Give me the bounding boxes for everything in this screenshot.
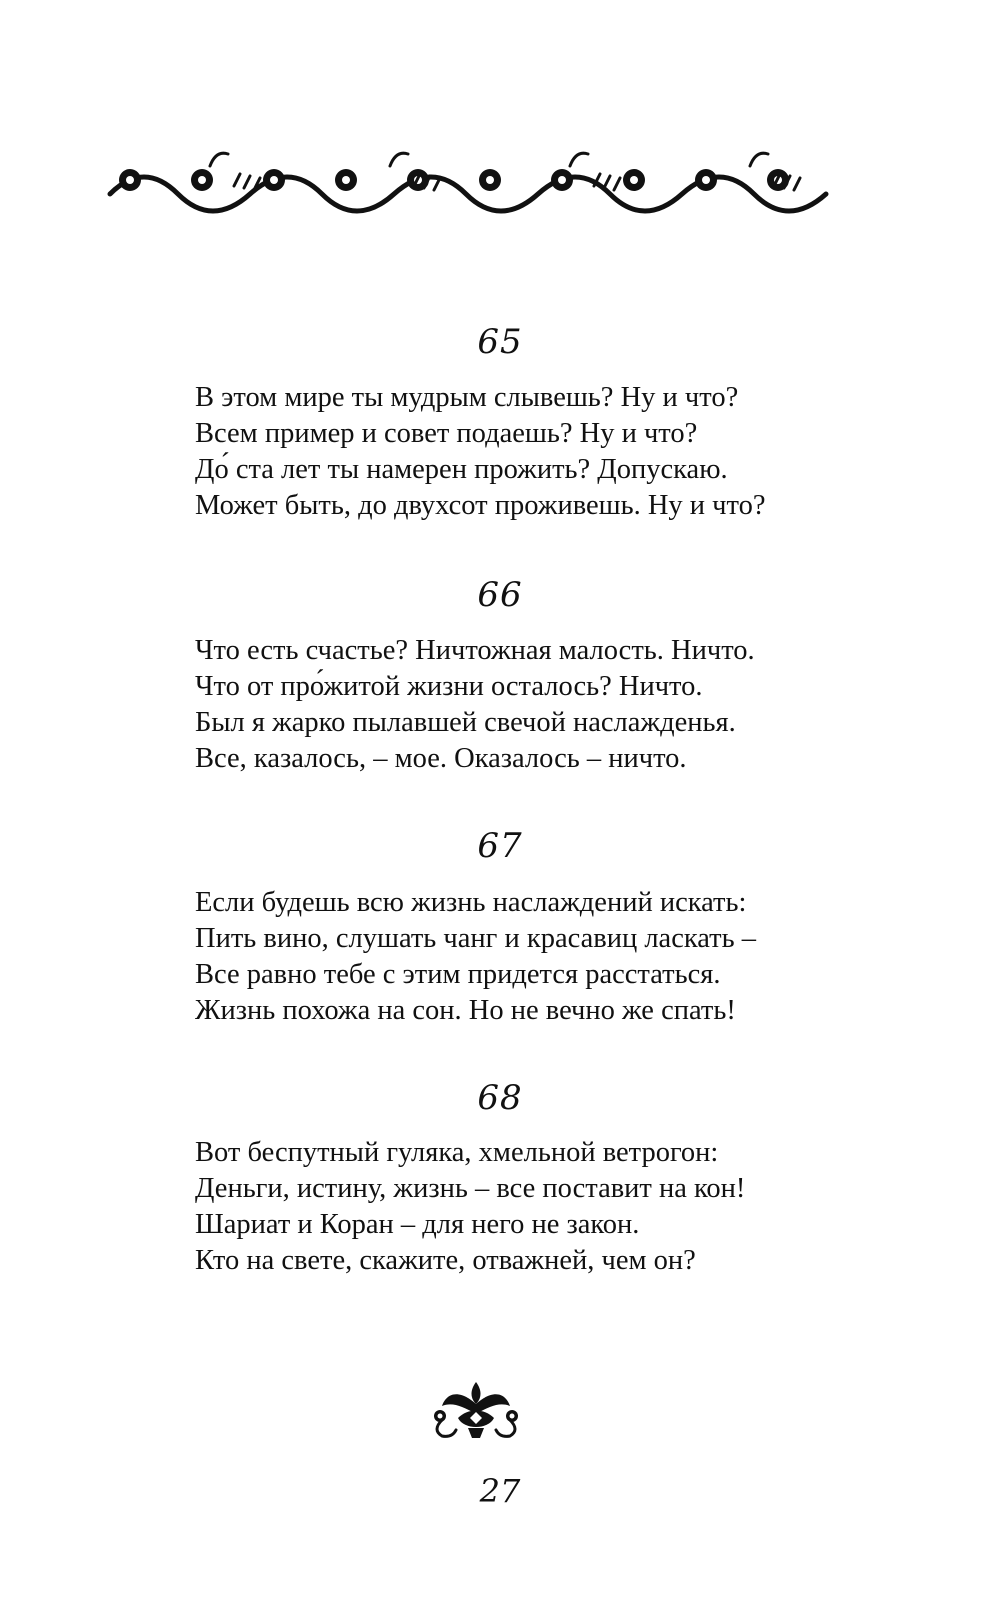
verse-line: Деньги, истину, жизнь – все поставит на кон!	[195, 1173, 746, 1204]
verse-line: Был я жарко пылавшей свечой наслажденья.	[195, 707, 736, 738]
verse-line: Пить вино, слушать чанг и красавиц ласкать –	[195, 923, 757, 954]
page-number: 27	[479, 1472, 521, 1510]
verse-number: 67	[477, 826, 523, 866]
verse-line: Если будешь всю жизнь наслаждений искать:	[195, 887, 747, 918]
stanza	[195, 885, 955, 1029]
verse-line: Вот беспутный гуляка, хмельной ветрогон:	[195, 1137, 719, 1168]
verse-number: 66	[477, 575, 523, 615]
stanza	[195, 1135, 955, 1279]
verse-line: Все, казалось, – мое. Оказалось – ничто.	[195, 743, 687, 774]
verse-line: До́ ста лет ты намерен прожить? Допускаю.	[195, 454, 728, 485]
verse-line: Жизнь похожа на сон. Но не вечно же спать!	[195, 995, 736, 1026]
verse-number: 68	[477, 1078, 523, 1118]
stanza	[195, 380, 955, 524]
verse-line: В этом мире ты мудрым слывешь? Ну и что?	[195, 382, 739, 413]
verse-line: Всем пример и совет подаешь? Ну и что?	[195, 418, 698, 449]
verse-number: 65	[477, 322, 523, 362]
stanza	[195, 633, 955, 777]
verse-line: Может быть, до двухсот проживешь. Ну и что?	[195, 490, 766, 521]
verse-line: Что есть счастье? Ничтожная малость. Ничто.	[195, 635, 755, 666]
scroll-border-ornament	[104, 146, 840, 222]
verse-line: Кто на свете, скажите, отважней, чем он?	[195, 1245, 696, 1276]
verse-line: Все равно тебе с этим придется расстаться.	[195, 959, 721, 990]
palmette-ornament	[428, 1380, 524, 1442]
verse-line: Что от про́житой жизни осталось? Ничто.	[195, 671, 703, 702]
verse-line: Шариат и Коран – для него не закон.	[195, 1209, 640, 1240]
